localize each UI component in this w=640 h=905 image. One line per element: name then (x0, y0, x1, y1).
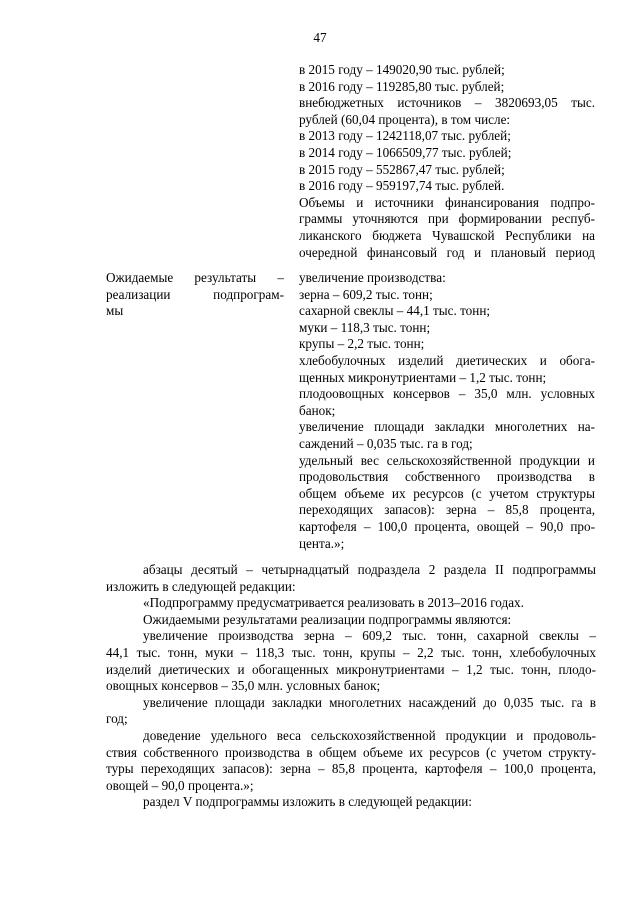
financing-line: в 2015 году – 149020,90 тыс. рублей; (299, 62, 505, 77)
body-line: увеличение площади закладки многолетних насаждений до 0,035 тыс. га в (143, 694, 596, 710)
body-line: туры переходящих запасов): зерна – 85,8 процента, картофеля – 100,0 процента, (106, 761, 596, 777)
results-line: саждений – 0,035 тыс. га в год; (299, 435, 473, 451)
body-line: изложить в следующей редакции: (106, 578, 296, 594)
results-label (106, 270, 284, 320)
financing-line: Объемы и источники финансирования подпро- (299, 194, 595, 210)
results-line: общем объеме их ресурсов (с учетом структуры (299, 485, 595, 501)
body-line: раздел V подпрограммы изложить в следующей редакции: (143, 794, 472, 810)
body-line: доведение удельного веса сельскохозяйственной продукции и продоволь- (143, 727, 596, 743)
financing-line: в 2016 году – 959197,74 тыс. рублей. (299, 178, 505, 194)
financing-line: в 2016 году – 119285,80 тыс. рублей; (299, 78, 505, 94)
results-line: плодоовощных консервов – 35,0 млн. условных (299, 386, 595, 402)
results-label-line: мы (106, 303, 124, 319)
results-line: крупы – 2,2 тыс. тонн; (299, 336, 425, 352)
results-line: удельный вес сельскохозяйственной продукции и (299, 452, 595, 468)
body-line: «Подпрограмму предусматривается реализовать в 2013–2016 годах. (143, 595, 524, 611)
body-line: овощных консервов – 35,0 млн. условных банок; (106, 678, 381, 694)
financing-line: внебюджетных источников – 3820693,05 тыс. (299, 95, 595, 111)
financing-line: в 2015 году – 552867,47 тыс. рублей; (299, 161, 505, 177)
body-line: изделий диетических и обогащенных микронутриентами – 1,2 тыс. тонн, плодо- (106, 661, 596, 677)
results-line: щенных микронутриентами – 1,2 тыс. тонн; (299, 369, 547, 385)
body-line: увеличение производства зерна – 609,2 тыс. тонн, сахарной свеклы – (143, 628, 596, 644)
page-number: 47 (313, 30, 327, 45)
results-line: хлебобулочных изделий диетических и обога- (299, 352, 595, 368)
body-line: 44,1 тыс. тонн, муки – 118,3 тыс. тонн, крупы – 2,2 тыс. тонн, хлебобулочных (106, 644, 596, 660)
results-line: цента.»; (299, 535, 345, 551)
financing-line: в 2014 году – 1066509,77 тыс. рублей; (299, 144, 512, 160)
results-line: картофеля – 100,0 процента, овощей – 90,0 про- (299, 518, 595, 534)
financing-block (299, 62, 595, 261)
body-line: овощей – 90,0 процента.»; (106, 777, 254, 793)
body-line: ствия собственного производства в общем объеме их ресурсов (с учетом структу- (106, 744, 596, 760)
results-line: муки – 118,3 тыс. тонн; (299, 319, 431, 335)
results-block (299, 270, 595, 552)
financing-line: очередной финансовый год и плановый период (299, 244, 595, 260)
financing-line: граммы уточняются при формировании респуб- (299, 211, 595, 227)
financing-line: ликанского бюджета Чувашской Республики на (299, 227, 595, 243)
results-line: увеличение производства: (299, 270, 446, 285)
results-label-line: Ожидаемые результаты – (106, 270, 284, 285)
financing-line: в 2013 году – 1242118,07 тыс. рублей; (299, 128, 511, 144)
results-line: увеличение площади закладки многолетних на- (299, 419, 595, 435)
financing-line: рублей (60,04 процента), в том числе: (299, 111, 511, 127)
results-line: зерна – 609,2 тыс. тонн; (299, 286, 433, 302)
body-line: абзацы десятый – четырнадцатый подраздела 2 раздела II подпрограммы (143, 562, 596, 577)
body-text (106, 562, 596, 811)
results-line: продовольствия собственного производства в (299, 469, 595, 485)
results-line: сахарной свеклы – 44,1 тыс. тонн; (299, 303, 491, 319)
results-line: переходящих запасов): зерна – 85,8 процента, (299, 502, 595, 518)
results-label-line: реализации подпрограм- (106, 286, 284, 302)
results-line: банок; (299, 402, 336, 418)
body-line: Ожидаемыми результатами реализации подпрограммы являются: (143, 611, 512, 627)
body-line: год; (106, 711, 128, 727)
